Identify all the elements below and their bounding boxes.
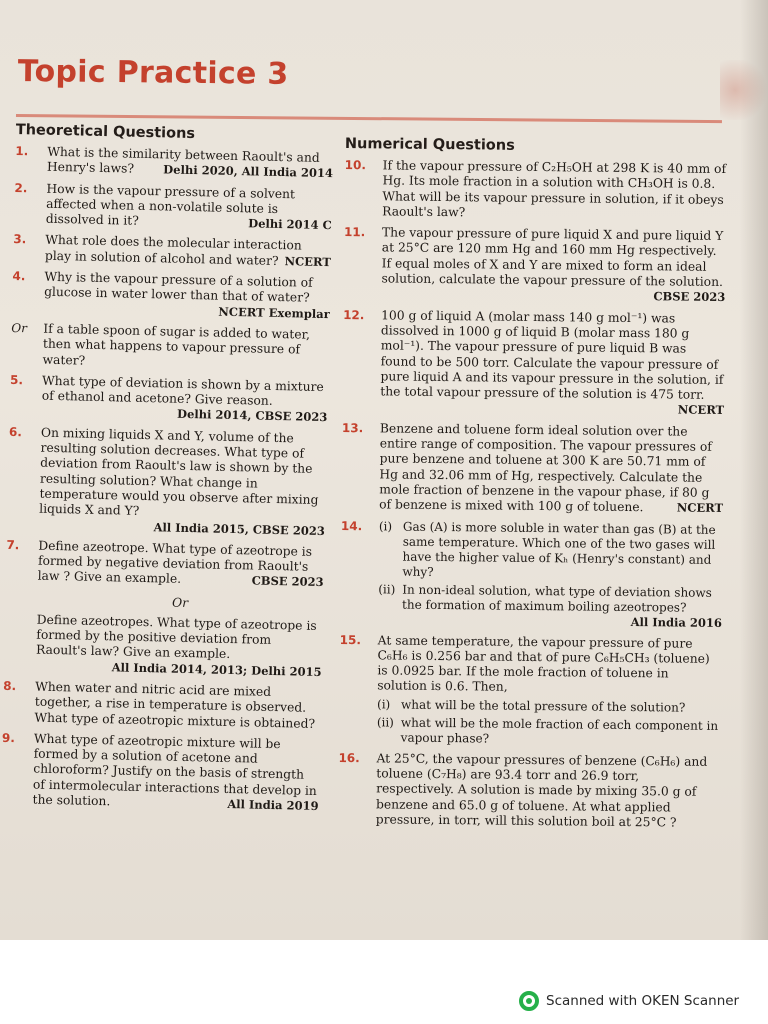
question-source: NCERT bbox=[677, 402, 725, 418]
title-rule bbox=[16, 114, 722, 123]
question-text: What is the similarity between Raoult's and Henry's laws? bbox=[46, 144, 320, 176]
question-7-or bbox=[4, 612, 323, 680]
question-15 bbox=[339, 633, 722, 749]
sub-label: (i) bbox=[378, 518, 393, 534]
question-text: Why is the vapour pressure of a solution of glucose in water lower than that of water? bbox=[43, 269, 313, 306]
sub-text: what will be the total pressure of the solution? bbox=[400, 697, 686, 715]
sub-question-i bbox=[378, 519, 723, 583]
or-label: Or bbox=[11, 320, 28, 336]
or-divider: Or bbox=[171, 595, 189, 610]
question-text: The vapour pressure of pure liquid X and pure liquid Y at 25°C are 120 mm Hg and 160 mm Hg respectively. If equal moles of X and Y are mixed to form an ideal solution, calculate the vapour pressure of the solution. bbox=[381, 225, 724, 290]
question-number: 9. bbox=[1, 730, 16, 745]
question-11 bbox=[343, 225, 726, 305]
question-number: 14. bbox=[340, 518, 363, 533]
question-source: CBSE 2023 bbox=[251, 573, 324, 590]
question-number: 13. bbox=[341, 420, 364, 435]
question-number: 2. bbox=[14, 180, 28, 195]
question-number: 5. bbox=[9, 372, 24, 388]
sub-label: (i) bbox=[376, 697, 391, 712]
question-16 bbox=[338, 751, 721, 831]
question-number: 15. bbox=[339, 632, 362, 647]
question-text: If the vapour pressure of C₂H₅OH at 298 K is 40 mm of Hg. Its mole fraction in a solution with CH₃OH is 0.8. What will be its vapour pressure in solution, if it obeys Raoult's law? bbox=[382, 158, 727, 220]
sub-question-ii bbox=[378, 582, 722, 631]
sub-text: Gas (A) is more soluble in water than gas (B) at the same temperature. Which one of the two gases will have the higher value of Kₕ (Henry's constant) and why? bbox=[402, 519, 716, 579]
question-text: What role does the molecular interaction play in solution of alcohol and water? bbox=[44, 233, 302, 268]
question-source: Delhi 2020, All India 2014 bbox=[163, 162, 334, 181]
question-1 bbox=[15, 144, 334, 182]
question-text: What type of deviation is shown by a mixture of ethanol and acetone? Give reason. bbox=[41, 373, 324, 409]
question-number: 7. bbox=[6, 537, 20, 553]
question-number: 3. bbox=[13, 232, 27, 247]
question-number: 4. bbox=[12, 269, 26, 284]
scanner-watermark bbox=[518, 990, 739, 1012]
question-text: At same temperature, the vapour pressure of pure C₆H₆ is 0.256 bar and that of pure C₆H₅CH₃ (toluene) is 0.0925 bar. If the mole fraction of toluene in solution is 0.6. Then, bbox=[377, 632, 710, 695]
sub-question-i bbox=[377, 697, 721, 716]
question-number: 11. bbox=[343, 225, 366, 240]
oken-scanner-logo-icon bbox=[518, 990, 540, 1012]
question-number: 8. bbox=[3, 678, 17, 694]
sub-label: (ii) bbox=[376, 715, 394, 730]
question-7 bbox=[6, 538, 325, 591]
question-text: Benzene and toluene form ideal solution over the entire range of composition. The vapour pressures of pure benzene and toluene at 300 K are 50.71 mm of Hg and 32.06 mm of Hg, respectively. Calculate the mole fraction of benzene in the vapour phase, if 80 g of benzene is mixed with 100 g of toluene. bbox=[379, 421, 712, 515]
question-text: When water and nitric acid are mixed together, a rise in temperature is observed. What type of azeotropic mixture is obtained? bbox=[34, 679, 316, 731]
question-3 bbox=[13, 232, 332, 270]
question-number: 12. bbox=[343, 307, 365, 322]
question-source: All India 2014, 2013; Delhi 2015 bbox=[111, 659, 322, 679]
sub-text: In non-ideal solution, what type of deviation shows the formation of maximum boiling azeotropes? bbox=[402, 582, 712, 615]
question-2 bbox=[14, 181, 333, 234]
numerical-column bbox=[338, 136, 727, 837]
question-text: If a table spoon of sugar is added to water, then what happens to vapour pressure of water? bbox=[42, 321, 311, 368]
question-source: NCERT bbox=[676, 500, 724, 516]
question-number: 10. bbox=[344, 157, 367, 173]
question-source: NCERT bbox=[284, 253, 332, 269]
numerical-heading: Numerical Questions bbox=[344, 136, 515, 154]
question-6 bbox=[7, 425, 327, 539]
question-4 bbox=[12, 269, 331, 322]
question-number: 6. bbox=[8, 424, 23, 439]
question-source: NCERT Exemplar bbox=[218, 304, 330, 321]
question-number: 16. bbox=[338, 750, 360, 765]
theoretical-column bbox=[0, 122, 334, 820]
question-5 bbox=[9, 373, 328, 426]
sub-label: (ii) bbox=[378, 581, 396, 597]
question-9 bbox=[0, 731, 320, 815]
question-4-or bbox=[10, 321, 329, 374]
question-text: 100 g of liquid A (molar mass 140 g mol⁻¹) was dissolved in 1000 g of liquid B (molar mass 180 g mol⁻¹). The vapour pressure of pure liquid B was found to be 500 torr. Calculate the vapour pressure of pure liquid A and its vapour pressure in the solution, if the total vapour pressure of the solution is 475 torr. bbox=[380, 308, 724, 402]
question-text: Define azeotrope. What type of azeotrope is formed by negative deviation from Raoult's law ? Give an example. bbox=[37, 538, 313, 587]
watermark-text: Scanned with OKEN Scanner bbox=[546, 993, 740, 1009]
question-source: All India 2016 bbox=[630, 614, 722, 630]
page-title: Topic Practice 3 bbox=[17, 54, 289, 92]
question-8 bbox=[2, 679, 321, 732]
question-text: How is the vapour pressure of a solvent affected when a non-volatile solute is dissolved in it? bbox=[45, 181, 296, 228]
question-source: All India 2019 bbox=[227, 796, 319, 814]
question-source: CBSE 2023 bbox=[653, 289, 726, 305]
sub-question-ii bbox=[377, 715, 721, 749]
question-text: On mixing liquids X and Y, volume of the resulting solution decreases. What type of deviation from Raoult's law is shown by the resulting solution? What change in temperature would you observe after mixing liquids X and Y? bbox=[39, 425, 319, 519]
sub-text: what will be the mole fraction of each component in vapour phase? bbox=[400, 715, 719, 746]
question-source: All India 2015, CBSE 2023 bbox=[153, 519, 325, 538]
question-source: Delhi 2014 C bbox=[248, 216, 332, 233]
question-12 bbox=[342, 308, 725, 419]
question-text: What type of azeotropic mixture will be formed by a solution of acetone and chloroform? Justify on the basis of strength of intermolecular interactions that develop in the solution. bbox=[32, 731, 317, 809]
question-number: 1. bbox=[15, 143, 29, 159]
question-text: Define azeotropes. What type of azeotrope is formed by the positive deviation from Raoult's law? Give an example. bbox=[35, 612, 317, 662]
theoretical-heading: Theoretical Questions bbox=[15, 122, 196, 143]
question-13 bbox=[341, 421, 724, 517]
question-10 bbox=[344, 158, 727, 223]
question-source: Delhi 2014, CBSE 2023 bbox=[176, 407, 328, 425]
question-text: At 25°C, the vapour pressures of benzene (C₆H₆) and toluene (C₇H₈) are 93.4 torr and 26.9 torr, respectively. A solution is made by mixing 35.0 g of benzene and 65.0 g of toluene. At what applied pressure, in torr, will this solution boil at 25°C ? bbox=[375, 751, 708, 830]
question-14 bbox=[340, 519, 723, 631]
